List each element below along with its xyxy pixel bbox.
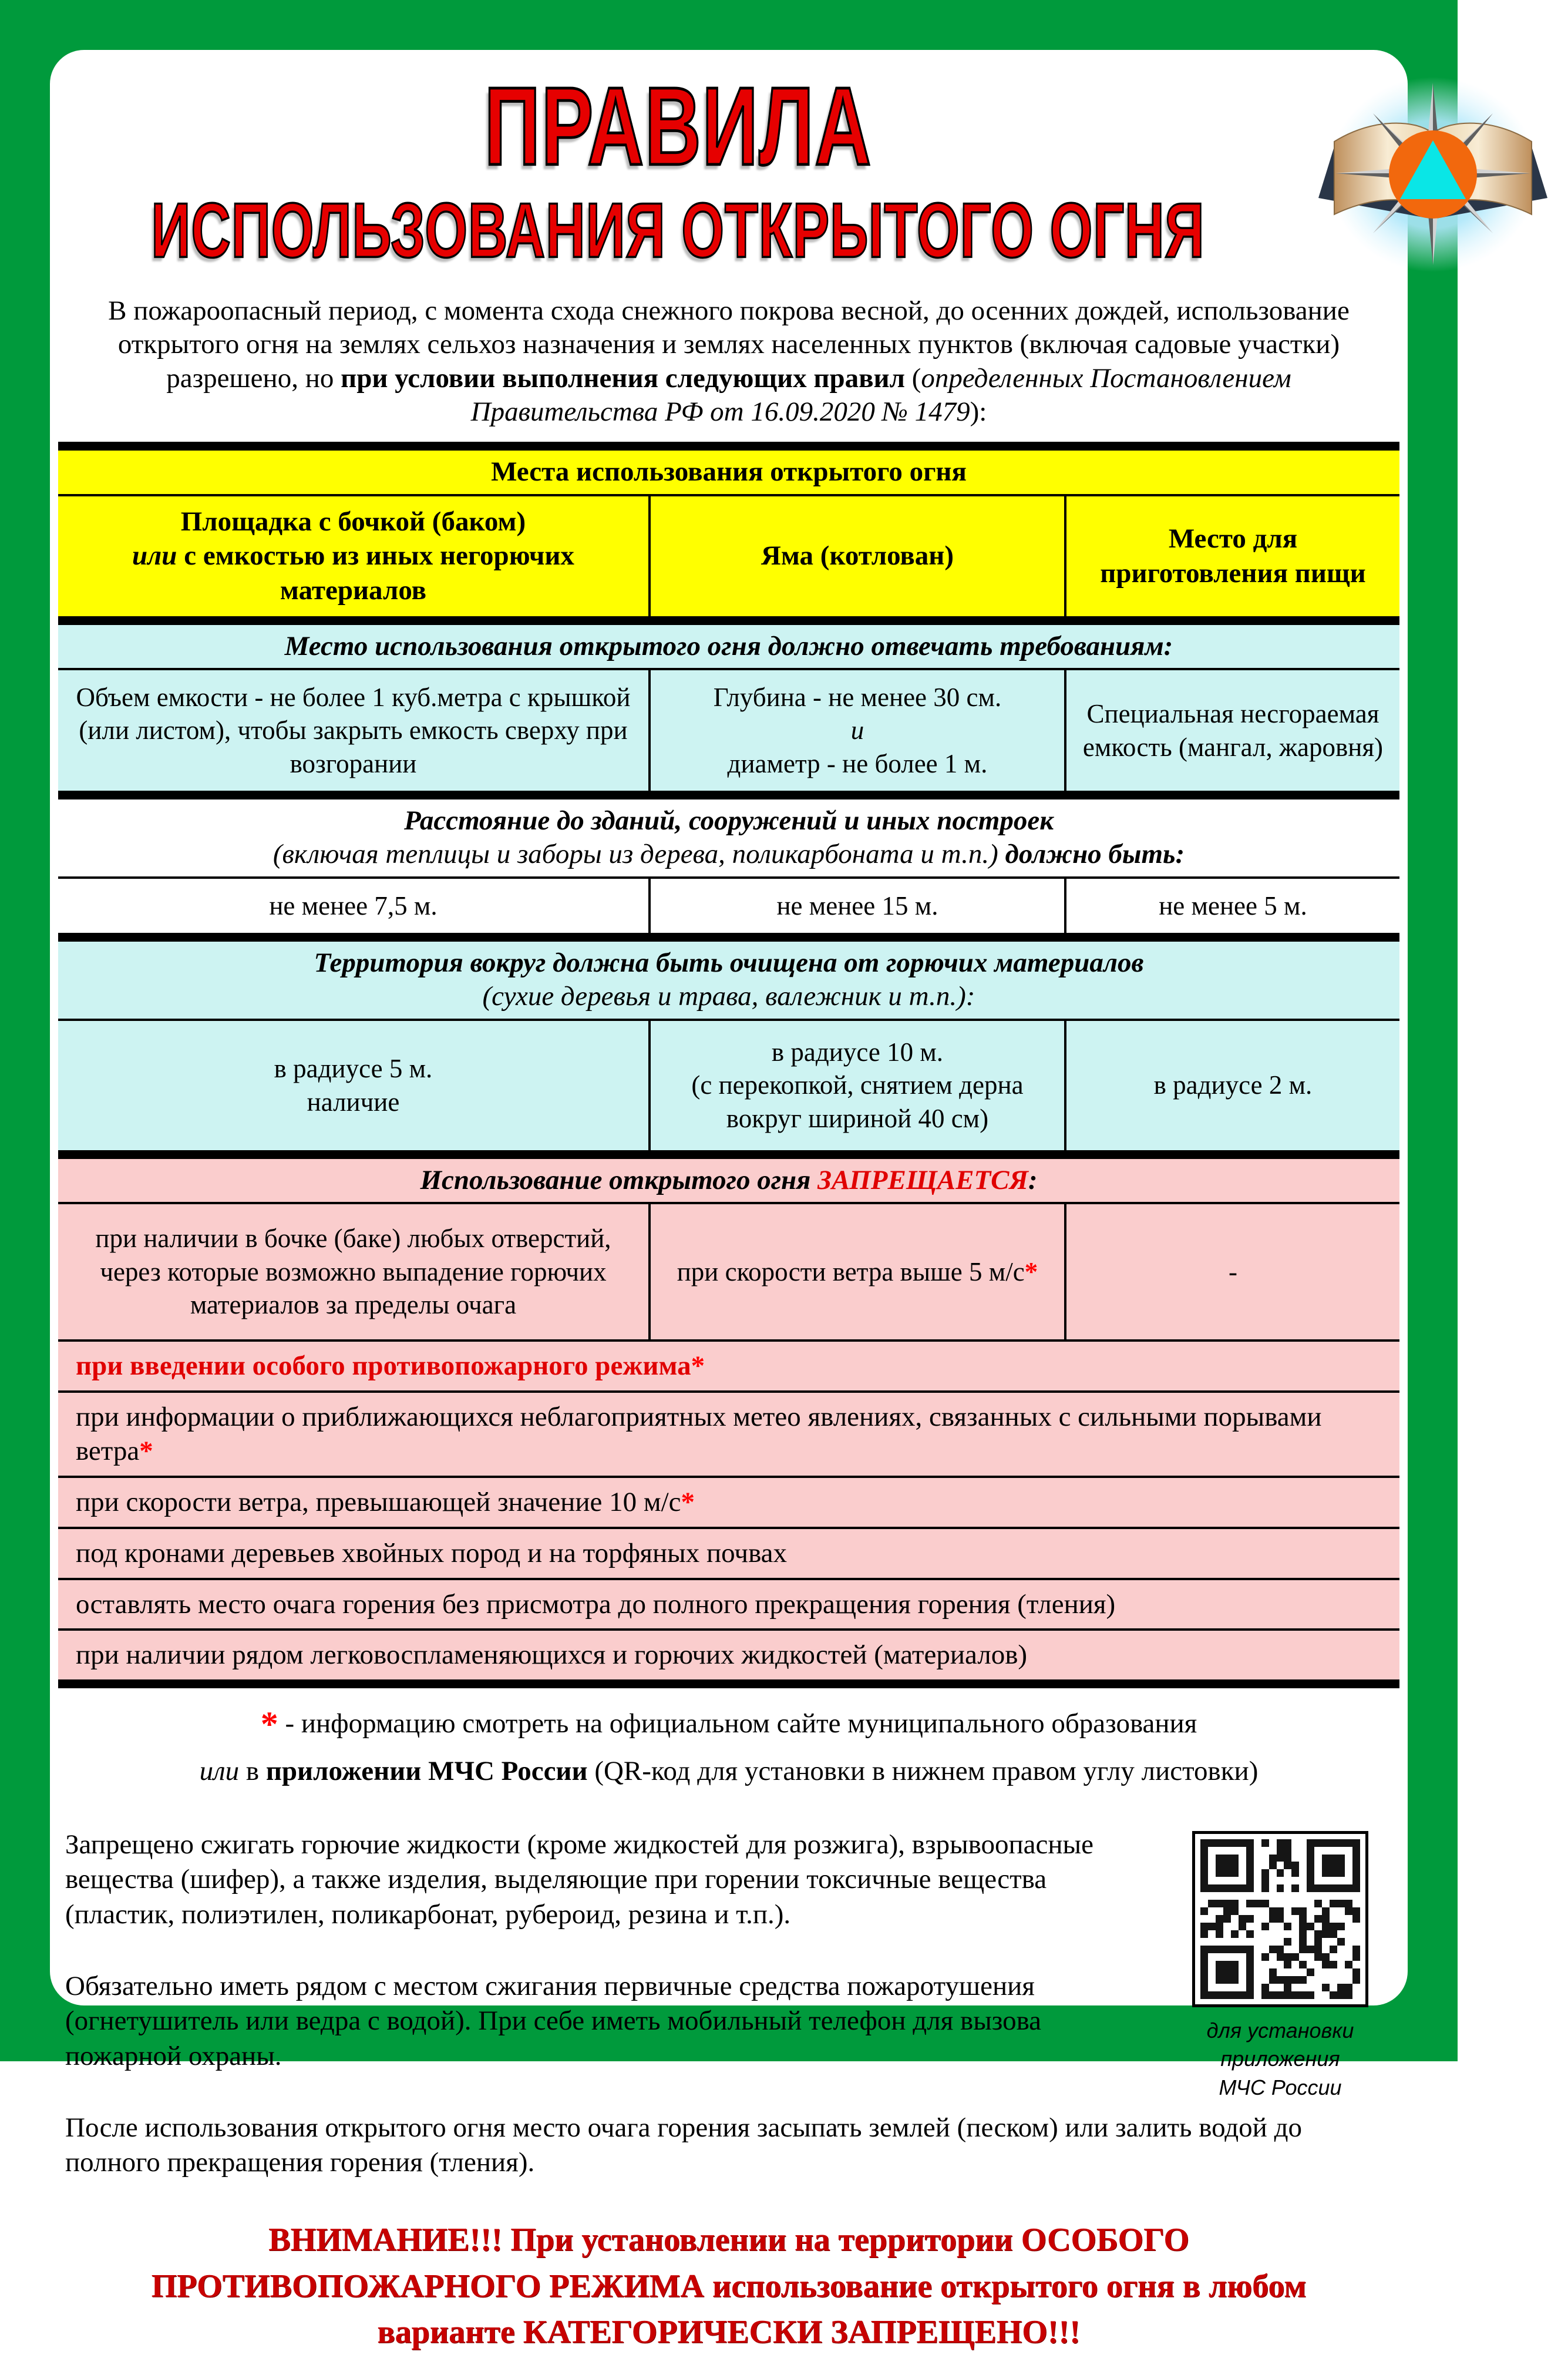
footnote: * - информацию смотреть на официальном сайте муниципального образования или в приложении МЧС России (QR-код для установки в нижнем правом углу листовки) (199, 1705, 1259, 1787)
mchs-emblem-icon (1298, 73, 1568, 273)
asterisk-icon: * (260, 1705, 278, 1744)
territory-cell-barrel: в радиусе 5 м. наличие (274, 1054, 433, 1117)
place-col-cooking: Место для приготовления пищи (1064, 496, 1399, 616)
prohibition-row: оставлять место очага горения без присмотра до полного прекращения горения (тления) (58, 1578, 1399, 1629)
qr-frame (1192, 1831, 1368, 2007)
page-subtitle: ИСПОЛЬЗОВАНИЯ ОТКРЫТОГО ОГНЯ (151, 187, 1205, 274)
title-block (58, 63, 1298, 274)
distance-cell-pit: не менее 15 м. (648, 879, 1064, 933)
territory-cell-pit: в радиусе 10 м. (с перекопкой, снятием дерна вокруг шириной 40 см) (648, 1021, 1064, 1150)
section-territory (58, 942, 1399, 1159)
place-col-pit: Яма (котлован) (648, 496, 1064, 616)
requirement-cell-pit: Глубина - не менее 30 см. и диаметр - не более 1 м. (648, 670, 1064, 791)
prohibition-header: Использование открытого огня ЗАПРЕЩАЕТСЯ: (58, 1159, 1399, 1204)
header (58, 50, 1399, 279)
prohibition-row: под кронами деревьев хвойных пород и на торфяных почвах (58, 1527, 1399, 1578)
prohibition-row: при информации о приближающихся неблагоприятных метео явлениях, связанных с сильными порывами ветра* (58, 1390, 1399, 1476)
place-col-barrel: Площадка с бочкой (баком) или с емкостью из иных негорючих материалов (132, 506, 574, 606)
paragraph-after-use: После использования открытого огня место очага горения засыпать землей (песком) или залить водой до полного прекращения горения (тления). (65, 2112, 1302, 2178)
prohibition-row: при введении особого противопожарного режима* (58, 1339, 1399, 1390)
rules-table (58, 442, 1399, 1688)
requirement-cell-volume: Объем емкости - не более 1 куб.метра с крышкой (или листом), чтобы закрыть емкость сверху при возгорании (76, 683, 631, 778)
warning-text: ВНИМАНИЕ!!! При установлении на территории ОСОБОГО ПРОТИВОПОЖАРНОГО РЕЖИМА использование открытого огня в любом варианте КАТЕГОРИЧЕСКИ ЗАПРЕЩЕНО!!! (151, 2222, 1307, 2350)
paragraph-extinguishers: Обязательно иметь рядом с местом сжигания первичные средства пожаротушения (огнетушитель или ведра с водой). При себе иметь мобильный телефон для вызова пожарной охраны. (65, 1970, 1042, 2072)
section-distance (58, 799, 1399, 942)
territory-header: Территория вокруг должна быть очищена от горючих материалов (сухие деревья и трава, валежник и т.п.): (58, 942, 1399, 1021)
qr-caption: для установки приложения МЧС России (1206, 2018, 1354, 2099)
prohibition-row: при наличии рядом легковоспламеняющихся и горючих жидкостей (материалов) (58, 1628, 1399, 1679)
section-requirements (58, 625, 1399, 799)
prohibition-cell-cooking: - (1064, 1204, 1399, 1339)
section-places (58, 451, 1399, 625)
prohibition-row: при скорости ветра, превышающей значение 10 м/с* (58, 1476, 1399, 1527)
distance-cell-barrel: не менее 7,5 м. (269, 891, 438, 921)
distance-cell-cooking: не менее 5 м. (1064, 879, 1399, 933)
requirements-header: Место использования открытого огня должно отвечать требованиям: (58, 625, 1399, 670)
page-title: ПРАВИЛА (484, 63, 872, 189)
places-header: Места использования открытого огня (58, 451, 1399, 496)
body-text (65, 1827, 1394, 2181)
prohibition-cell-pit: при скорости ветра выше 5 м/с* (648, 1204, 1064, 1339)
paragraph-burning-ban: Запрещено сжигать горючие жидкости (кроме жидкостей для розжига), взрывоопасные вещества (шифер), а также изделия, выделяющие при горении токсичные вещества (пластик, полиэтилен, поликарбонат, рубероид, резина и т.п.). (65, 1829, 1093, 1930)
territory-cell-cooking: в радиусе 2 м. (1064, 1021, 1399, 1150)
requirement-cell-cooking: Специальная несгораемая емкость (мангал, жаровня) (1064, 670, 1399, 791)
qr-code (1200, 1839, 1360, 1999)
qr-block (1177, 1831, 1383, 2102)
section-prohibition (58, 1159, 1399, 1689)
prohibition-cell-barrel: при наличии в бочке (баке) любых отверстий, через которые возможно выпадение горючих материалов за пределы очага (95, 1224, 611, 1319)
intro-paragraph: В пожароопасный период, с момента схода снежного покрова весной, до осенних дождей, использование открытого огня на землях сельхоз назначения и землях населенных пунктов (включая садовые участки) разрешено, но при условии выполнения следующих правил (определенных Постановлением Правительства РФ от 16.09.2020 № 1479): (108, 295, 1350, 427)
distance-header: Расстояние до зданий, сооружений и иных построек (включая теплицы и заборы из дерева, поликарбоната и т.п.) должно быть: (58, 799, 1399, 879)
page-frame (50, 50, 1408, 2350)
